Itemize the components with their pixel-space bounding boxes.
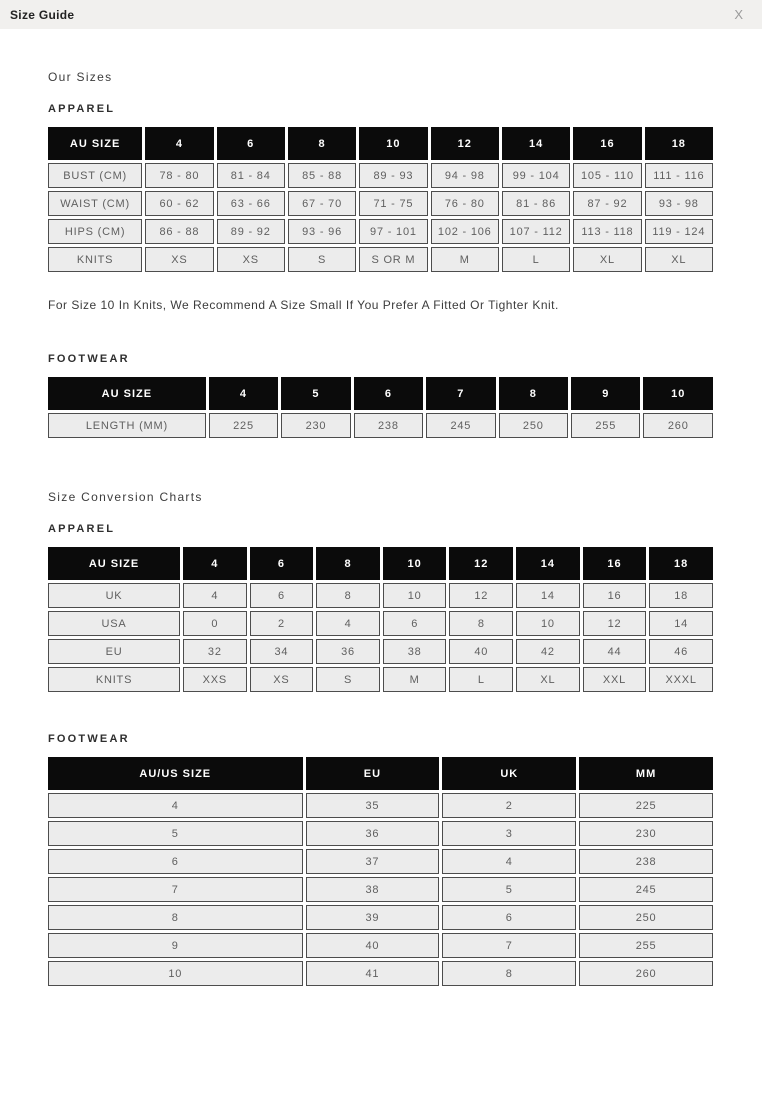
table-cell: 34 (250, 639, 314, 664)
table-cell: XL (645, 247, 713, 272)
table-header-cell: 8 (499, 377, 568, 410)
table-cell: 238 (354, 413, 423, 438)
table-cell: XXS (183, 667, 247, 692)
table-cell: 60 - 62 (145, 191, 213, 216)
table-cell: 10 (383, 583, 447, 608)
table-row (48, 413, 713, 438)
table-row (48, 583, 713, 608)
table-header-cell: 4 (209, 377, 278, 410)
apparel-label-our-sizes: APPAREL (48, 103, 116, 115)
table-cell: XL (573, 247, 641, 272)
table-cell: 7 (442, 933, 576, 958)
our-sizes-footwear-table (45, 374, 716, 441)
table-cell: 113 - 118 (573, 219, 641, 244)
table-cell: 8 (442, 961, 576, 986)
table-header-cell: 4 (183, 547, 247, 580)
table-cell: 225 (209, 413, 278, 438)
table-header-cell: 6 (250, 547, 314, 580)
table-cell: 6 (383, 611, 447, 636)
table-cell: XXL (583, 667, 647, 692)
table-cell: 38 (306, 877, 440, 902)
table-header-row (48, 127, 713, 160)
table-cell: 12 (449, 583, 513, 608)
table-cell: 71 - 75 (359, 191, 427, 216)
table-cell: 230 (579, 821, 713, 846)
table-cell: 7 (48, 877, 303, 902)
table-header-cell: 18 (645, 127, 713, 160)
table-row (48, 793, 713, 818)
table-header-cell: 10 (383, 547, 447, 580)
table-cell: 230 (281, 413, 350, 438)
table-header-cell: 5 (281, 377, 350, 410)
row-label-cell: HIPS (CM) (48, 219, 142, 244)
table-cell: 111 - 116 (645, 163, 713, 188)
table-cell: 67 - 70 (288, 191, 356, 216)
table-cell: 38 (383, 639, 447, 664)
table-header-cell: AU/US SIZE (48, 757, 303, 790)
table-header-cell: 8 (316, 547, 380, 580)
table-row (48, 877, 713, 902)
table-cell: 119 - 124 (645, 219, 713, 244)
table-header-cell: 6 (217, 127, 285, 160)
table-cell: 4 (316, 611, 380, 636)
table-cell: 10 (48, 961, 303, 986)
table-cell: 99 - 104 (502, 163, 570, 188)
table-cell: L (502, 247, 570, 272)
table-header-cell: 12 (431, 127, 499, 160)
table-cell: M (383, 667, 447, 692)
table-cell: 42 (516, 639, 580, 664)
table-header-cell: 14 (516, 547, 580, 580)
modal-header (0, 0, 762, 29)
close-icon[interactable]: X (730, 6, 747, 23)
table-cell: XS (217, 247, 285, 272)
table-cell: 0 (183, 611, 247, 636)
table-cell: 18 (649, 583, 713, 608)
row-label-cell: KNITS (48, 247, 142, 272)
table-cell: 94 - 98 (431, 163, 499, 188)
table-cell: 250 (499, 413, 568, 438)
table-header-cell: 8 (288, 127, 356, 160)
our-sizes-heading: Our Sizes (48, 70, 113, 84)
table-cell: 255 (571, 413, 640, 438)
table-cell: 89 - 92 (217, 219, 285, 244)
table-header-cell: 14 (502, 127, 570, 160)
table-cell: 238 (579, 849, 713, 874)
table-cell: 78 - 80 (145, 163, 213, 188)
table-cell: 245 (426, 413, 495, 438)
table-header-cell: MM (579, 757, 713, 790)
table-header-row (48, 547, 713, 580)
table-header-cell: 9 (571, 377, 640, 410)
table-cell: 14 (516, 583, 580, 608)
table-cell: 44 (583, 639, 647, 664)
table-cell: 81 - 86 (502, 191, 570, 216)
table-row (48, 821, 713, 846)
table-header-cell: 12 (449, 547, 513, 580)
table-cell: 97 - 101 (359, 219, 427, 244)
table-cell: XS (250, 667, 314, 692)
table-cell: 85 - 88 (288, 163, 356, 188)
table-cell: L (449, 667, 513, 692)
table-cell: 4 (48, 793, 303, 818)
table-row (48, 667, 713, 692)
table-cell: 81 - 84 (217, 163, 285, 188)
table-cell: 3 (442, 821, 576, 846)
table-cell: S (288, 247, 356, 272)
table-cell: M (431, 247, 499, 272)
conversion-apparel-table (45, 544, 716, 695)
row-label-cell: WAIST (CM) (48, 191, 142, 216)
table-cell: 8 (449, 611, 513, 636)
conversion-footwear-table (45, 754, 716, 989)
table-cell: 2 (250, 611, 314, 636)
row-label-cell: BUST (CM) (48, 163, 142, 188)
table-row (48, 961, 713, 986)
table-cell: 46 (649, 639, 713, 664)
table-header-cell: 18 (649, 547, 713, 580)
table-row (48, 163, 713, 188)
table-cell: 37 (306, 849, 440, 874)
row-label-cell: EU (48, 639, 180, 664)
table-cell: 40 (306, 933, 440, 958)
row-label-cell: USA (48, 611, 180, 636)
table-cell: 255 (579, 933, 713, 958)
table-cell: 5 (442, 877, 576, 902)
table-cell: 87 - 92 (573, 191, 641, 216)
table-cell: XS (145, 247, 213, 272)
table-cell: 10 (516, 611, 580, 636)
table-cell: 6 (250, 583, 314, 608)
table-header-cell: AU SIZE (48, 377, 206, 410)
table-cell: 4 (183, 583, 247, 608)
table-cell: 86 - 88 (145, 219, 213, 244)
table-cell: 250 (579, 905, 713, 930)
size-guide-content (0, 29, 762, 1049)
table-header-cell: EU (306, 757, 440, 790)
table-header-row (48, 757, 713, 790)
table-cell: 63 - 66 (217, 191, 285, 216)
table-cell: 102 - 106 (431, 219, 499, 244)
table-cell: 9 (48, 933, 303, 958)
table-cell: 32 (183, 639, 247, 664)
table-row (48, 639, 713, 664)
table-cell: 36 (306, 821, 440, 846)
table-cell: 5 (48, 821, 303, 846)
table-cell: 12 (583, 611, 647, 636)
table-cell: 16 (583, 583, 647, 608)
table-cell: XXXL (649, 667, 713, 692)
table-cell: 41 (306, 961, 440, 986)
table-cell: 260 (579, 961, 713, 986)
footwear-label-conversion: FOOTWEAR (48, 733, 130, 745)
table-header-cell: 6 (354, 377, 423, 410)
table-cell: S (316, 667, 380, 692)
table-cell: 6 (442, 905, 576, 930)
table-header-cell: 4 (145, 127, 213, 160)
our-sizes-apparel-table (45, 124, 716, 275)
knits-note: For Size 10 In Knits, We Recommend A Size Small If You Prefer A Fitted Or Tighter Knit. (48, 298, 559, 312)
table-cell: 6 (48, 849, 303, 874)
table-header-row (48, 377, 713, 410)
modal-title: Size Guide (10, 7, 75, 22)
table-row (48, 933, 713, 958)
table-cell: 93 - 98 (645, 191, 713, 216)
table-cell: 93 - 96 (288, 219, 356, 244)
table-header-cell: AU SIZE (48, 547, 180, 580)
table-cell: 14 (649, 611, 713, 636)
apparel-label-conversion: APPAREL (48, 523, 116, 535)
table-cell: 40 (449, 639, 513, 664)
table-cell: 8 (48, 905, 303, 930)
row-label-cell: LENGTH (MM) (48, 413, 206, 438)
table-cell: 2 (442, 793, 576, 818)
table-cell: 35 (306, 793, 440, 818)
table-cell: 105 - 110 (573, 163, 641, 188)
table-header-cell: 16 (573, 127, 641, 160)
table-row (48, 191, 713, 216)
footwear-label-our-sizes: FOOTWEAR (48, 353, 130, 365)
table-row (48, 849, 713, 874)
table-row (48, 247, 713, 272)
size-conversion-heading: Size Conversion Charts (48, 490, 203, 504)
table-header-cell: AU SIZE (48, 127, 142, 160)
table-cell: XL (516, 667, 580, 692)
table-cell: 245 (579, 877, 713, 902)
table-cell: 225 (579, 793, 713, 818)
table-row (48, 611, 713, 636)
table-cell: S OR M (359, 247, 427, 272)
table-header-cell: 16 (583, 547, 647, 580)
table-cell: 39 (306, 905, 440, 930)
table-cell: 107 - 112 (502, 219, 570, 244)
table-cell: 260 (643, 413, 713, 438)
table-row (48, 905, 713, 930)
table-header-cell: UK (442, 757, 576, 790)
table-cell: 76 - 80 (431, 191, 499, 216)
table-cell: 36 (316, 639, 380, 664)
table-header-cell: 10 (359, 127, 427, 160)
table-header-cell: 10 (643, 377, 713, 410)
row-label-cell: KNITS (48, 667, 180, 692)
table-header-cell: 7 (426, 377, 495, 410)
row-label-cell: UK (48, 583, 180, 608)
table-cell: 89 - 93 (359, 163, 427, 188)
table-cell: 4 (442, 849, 576, 874)
table-row (48, 219, 713, 244)
table-cell: 8 (316, 583, 380, 608)
